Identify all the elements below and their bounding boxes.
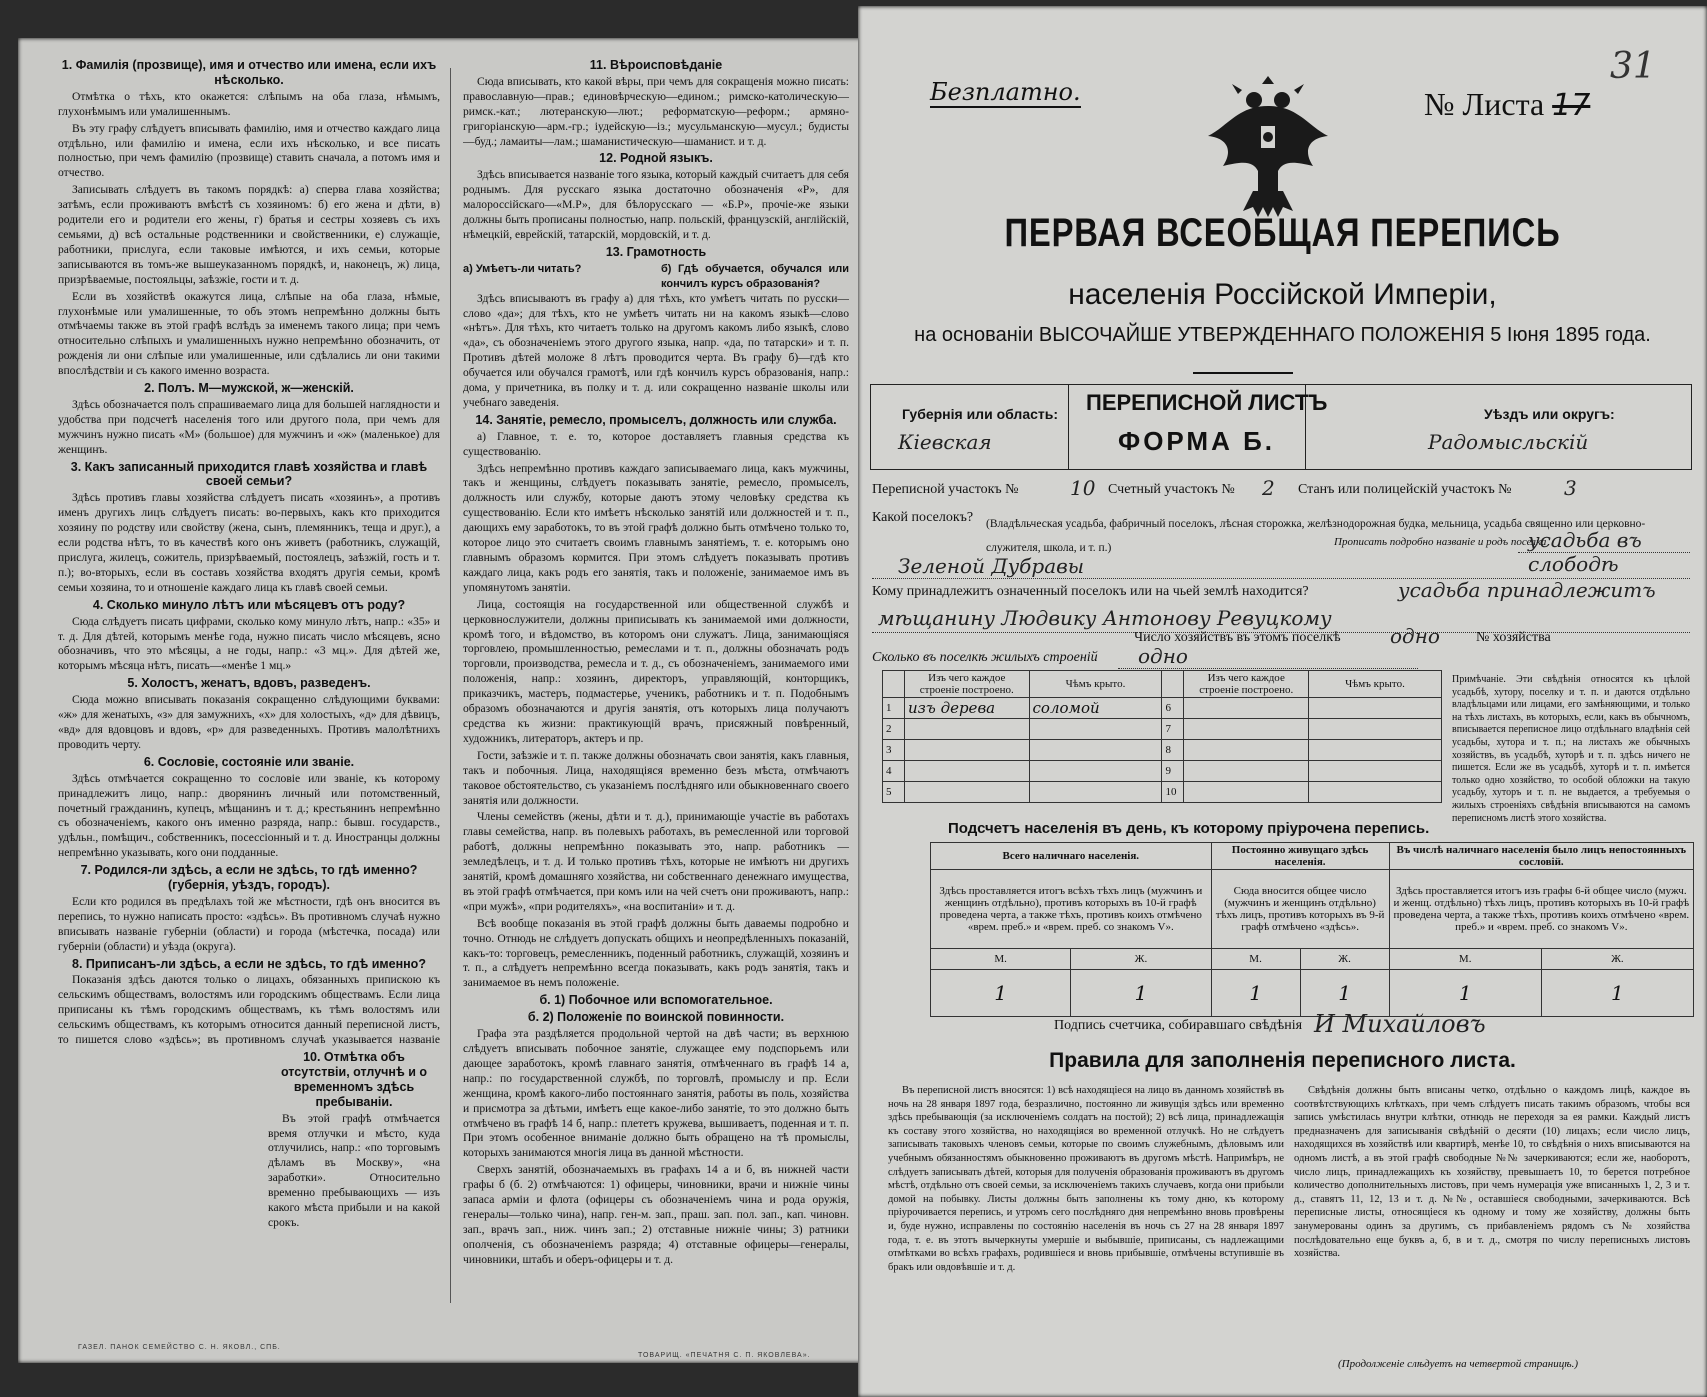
buildings-note: Примѣчаніе. Эти свѣдѣнія относятся къ цѣлой усадьбѣ, хутору, поселку и т. п. и даются отдѣльно владѣльцами или лицами, его замѣняющими, и только на тѣхъ листахъ, въ которыхъ, если, какъ въ обычномъ, вписывается переписное лицо отдѣльнаго владѣнія сей усадьбы, хутора и т. п.; на листахъ же обычныхъ хозяйствъ, въ усадьбѣ, хуторѣ и т. п. здѣсь ничего не пишется. Если же въ усадьбѣ, хуторѣ и т. п. имѣется только одно хозяйство, то особой обложки на такую усадьбу, хуторъ и т. п. не выдается, а требуемыя о жилыхъ строеніяхъ свѣдѣнія вписываются на самомъ переписномъ листѣ этого хозяйства.: [1452, 674, 1690, 824]
rules-column-left: [888, 1084, 1284, 1380]
population-count-table: [930, 842, 1694, 1017]
count-value: 1: [1389, 970, 1541, 1017]
bt-head-no: [883, 671, 905, 698]
bt-head-material: Изъ чего каждое строеніе построено.: [904, 671, 1029, 698]
buildings-cell: [1184, 698, 1309, 719]
section-paragraph: Здѣсь обозначается полъ спрашиваемаго лица для большей наглядности и удобства при подсчетѣ населенія того или другого пола, при чемъ для мужчинъ нужно писать «М» (большое) для мужчинъ и «ж» (маленькое) для женщинъ.: [58, 397, 440, 456]
section-heading: 10. Отмѣтка объ отсутствіи, отлучнѣ и о временномъ здѣсь пребываніи.: [280, 1050, 428, 1109]
section-paragraph: Сюда слѣдуетъ писать цифрами, сколько кому минуло лѣтъ, напр.: «35» и т. д. Для дѣтей, которымъ менѣе года, нужно писать число мѣсяцевъ, ясно обозначивъ, что это мѣсяцы, а не годы, напр.: «3 мц.». Для дѣтей же, которымъ мѣсяца нѣтъ, писать—«менѣе 1 мц.»: [58, 614, 440, 673]
buildings-label: Сколько въ поселкѣ жилыхъ строеній: [872, 650, 1098, 665]
section-paragraph: Гости, заѣзжіе и т. п. также должны обозначать свои занятія, какъ главныя, такъ и побочныя. Лица, находящіяся временно безъ мѣста, отмѣчаютъ таковое обстоятельство, съ указаніемъ послѣдняго или обыкновеннаго своего занятія или должности.: [463, 748, 849, 807]
section-paragraph: Сюда вписывать, кто какой вѣры, при чемъ для сокращенія можно писать: православную—прав.; единовѣрческую—едином.; римско-католическую—римск.-кат.; лютеранскую—лют.; реформатскую—реформ.; армяно-григоріанскую—арм.-гр.; іудейскую—із.; мусульманскую—мусул.; будисты—буд.; ламаиты—лам.; шаманистическую—шаманист. и т. д.: [463, 74, 849, 148]
section-paragraph: Въ эту графу слѣдуетъ вписывать фамилію, имя и отчество каждаго лица отдѣльно, или фамилію и имена, если ихъ нѣсколько, и все писать полностью, при чемъ фамилію (прозвище) ставить сначала, а потомъ имя и отчество.: [58, 121, 440, 180]
settlement-hint: (Владѣльческая усадьба, фабричный поселокъ, лѣсная сторожка, желѣзнодорожная будка, мельница, усадьба священно или церковно-служителя, школа, и т. п.): [986, 518, 1646, 554]
instructions-column-1c: [58, 1048, 258, 1328]
buildings-cell: [904, 761, 1029, 782]
right-imprint: ТОВАРИЩ. «ПЕЧАТНЯ С. П. ЯКОВЛЕВА».: [638, 1352, 811, 1359]
title-basis: на основаніи ВЫСОЧАЙШЕ УТВЕРЖДЕННАГО ПОЛОЖЕНІЯ 5 Іюня 1895 года.: [914, 324, 1651, 346]
buildings-cell: 8: [1162, 740, 1184, 761]
buildings-cell: [1029, 782, 1162, 803]
section-paragraph: Лица, состоящія на государственной или общественной службѣ и церковнослужители, должны приписывать къ занимаемой ими должности, кромѣ того, и вѣдомство, въ которомъ они служатъ. Лица, занимающіяся торговлею, промышленностью, ремеслами и т. п., должны обозначать родъ торговли, производства, ремесла и т. д., съ обозначеніемъ, занимаемого ими положенія, напр.: хозяинъ, директоръ, управляющій, конторщикъ, приказчикъ, мастеръ, подмастерье, ученикъ, работникъ и т. п. Подобнымъ образомъ обозначаются и другія занятія, отъ которыхъ лица получаютъ средства къ жизни: практикующій врачъ, присяжный повѣренный, художникъ, литераторъ, актеръ и пр.: [463, 597, 849, 745]
sheet-number: [1424, 86, 1590, 123]
section-heading: 13. Грамотность: [605, 244, 707, 259]
buildings-cell: [1029, 740, 1162, 761]
signature-label: Подпись счетчика, собиравшаго свѣдѣнія: [1054, 1018, 1303, 1033]
buildings-cell: 7: [1162, 719, 1184, 740]
section-paragraph: Здѣсь отмѣчается сокращенно то сословіе или званіе, къ которому принадлежитъ лицо, напр.: дворянинъ личный или потомственный, почетный гражданинъ, купецъ, мѣщанинъ и т. д.; крестьянинъ непремѣнно съ обозначеніемъ, какого онъ именно разряда, напр.: бывш. государств., удѣльн., помѣщич., собственникъ, посессіонный и т. д. Иностранцы должны непремѣнно указывать, кого они подданные.: [58, 771, 440, 860]
owner-label: Кому принадлежитъ означенный поселокъ или на чьей землѣ находится?: [872, 584, 1309, 599]
buildings-cell: [1184, 782, 1309, 803]
buildings-cell: [1029, 761, 1162, 782]
count-m-3: М.: [1389, 949, 1541, 970]
governorate-value: Кіевская: [898, 430, 992, 454]
instructions-column-1: [58, 56, 440, 1046]
literacy-subheading: а) Умѣетъ-ли читать?: [463, 262, 582, 275]
section-heading: 3. Какъ записанный приходится главѣ хозяйства и главѣ своей семьи?: [70, 459, 428, 489]
buildings-line: [1118, 668, 1418, 669]
buildings-cell: соломой: [1029, 698, 1162, 719]
signature-value: И Михайловъ: [1314, 1010, 1486, 1038]
buildings-table: [882, 670, 1442, 803]
count-m-2: М.: [1211, 949, 1300, 970]
section-paragraph: Здѣсь противъ главы хозяйства слѣдуетъ писать «хозяинъ», а противъ именъ другихъ лицъ слѣдуетъ писать: во-первыхъ, какъ кто приходится хозяину по родству или свойству (жена, сынъ, племянникъ, теща и друг.), а если родства нѣтъ, то въ качествѣ кого онъ живетъ (работникъ, служащій, прислуга, жилецъ, сожитель, призрѣваемый, постоялецъ, заѣзжій, гость и т. п.); во-вторыхъ, если въ составъ хозяйства входятъ другія семьи, кромѣ семьи хозяина, то и отношеніе каждаго лица къ главѣ своей семьи.: [58, 491, 440, 594]
buildings-value: одно: [1138, 644, 1188, 668]
section-heading: 11. Вѣроисповѣданіе: [589, 58, 723, 72]
table-row: [883, 719, 1442, 740]
buildings-cell: изъ дерева: [904, 698, 1029, 719]
title-main: ПЕРВАЯ ВСЕОБЩАЯ ПЕРЕПИСЬ: [1004, 211, 1561, 255]
census-area-value: 10: [1070, 476, 1096, 500]
section-paragraph: Графа эта раздѣляется продольной чертой на двѣ части; въ верхнюю слѣдуетъ вписывать побочное занятіе, служащее ему подспорьемъ или дающее заработокъ, кромѣ главнаго занятія, отмѣченнаго въ графѣ 14 а, напр.: по государственной службѣ, по торговлѣ, промыслу и пр. Если женщина, кромѣ какого-либо постояннаго занятія, работы въ поль, хозяйства и присмотра за дѣтьми, имѣетъ еще какое-либо занятіе, то это должно быть отмѣчено въ графѣ 14 б, напр.: плететъ кружева, вышиваетъ, поденная и т. п. При этомъ особенное вниманіе должно быть обращено на тѣ промыслы, которыхъ занимаются многія лица въ данной мѣстности.: [463, 1027, 849, 1160]
buildings-cell: [1184, 740, 1309, 761]
buildings-cell: [1309, 740, 1442, 761]
instructions-column-1b: [268, 1048, 440, 1328]
households-value: одно: [1390, 624, 1440, 648]
count-value: 1: [1071, 970, 1211, 1017]
bt-head-material-2: Изъ чего каждое строеніе построено.: [1184, 671, 1309, 698]
household-no-label: № хозяйства: [1476, 630, 1551, 645]
buildings-cell: [1184, 719, 1309, 740]
section-paragraph: Отмѣтка о тѣхъ, кто окажется: слѣпымъ на оба глаза, нѣмымъ, глухонѣмымъ или умалишеннымъ.: [58, 89, 440, 118]
instructions-column-2: [463, 56, 849, 1336]
count-m-1: М.: [931, 949, 1071, 970]
count-head-permanent: Постоянно живущаго здѣсь населенія.: [1211, 843, 1389, 870]
section-paragraph: Здѣсь вписываютъ въ графу а) для тѣхъ, кто умѣетъ читать по русски—слово «да»; для тѣхъ, кто не умѣетъ читать ни на какомъ языкѣ—слово «нѣтъ». Для тѣхъ, кто читаетъ только на другомъ какомъ либо языкѣ, слово «да», съ обозначеніемъ этого другого языка, напр. «да, по татарски» и т. п. Противъ дѣтей моложе 8 лѣтъ проводится черта. Въ графу б)—гдѣ кто обучается или обучался грамотѣ, или гдѣ кончилъ курсъ образованія, напр.: дома, у причетника, въ полку и т. д. или сокращенно названіе школы или учебнаго заведенія.: [463, 291, 849, 409]
buildings-cell: 10: [1162, 782, 1184, 803]
section-paragraph: а) Главное, т. е. то, которое доставляетъ главныя средства къ существованію.: [463, 429, 849, 458]
count-zh-3: Ж.: [1541, 949, 1693, 970]
count-value: 1: [1300, 970, 1389, 1017]
sheet-number-label: № Листа: [1424, 86, 1545, 122]
archive-folio-number: 31: [1610, 46, 1656, 87]
settlement-value: усадьба въ слободѣ: [1528, 528, 1642, 576]
buildings-cell: [904, 740, 1029, 761]
section-heading: 5. Холостъ, женатъ, вдовъ, разведенъ.: [127, 676, 371, 691]
buildings-cell: [1184, 761, 1309, 782]
bt-head-roof-2: Чѣмъ крыто.: [1309, 671, 1442, 698]
section-paragraph: Если въ хозяйствѣ окажутся лица, слѣпые на оба глаза, нѣмые, глухонѣмые или умалишенные, то объ этомъ непремѣнно должны быть отмѣчаемы также въ этой графѣ вслѣдъ за именемъ такого лица; при чемъ относительно слѣпыхъ и умалишенныхъ нужно непремѣнно обозначить, от рожденія ли они слѣпые или умалишенные, или сдѣлались ли они такими впослѣдствіи и съ какого именно возраста.: [58, 289, 440, 378]
buildings-cell: [904, 782, 1029, 803]
count-value: 1: [1541, 970, 1693, 1017]
section-heading: 2. Полъ. М—мужской, ж—женскій.: [144, 381, 354, 396]
section-heading: 14. Занятіе, ремесло, промыселъ, должность или служба.: [475, 412, 837, 427]
count-head-total: Всего наличнаго населенія.: [931, 843, 1212, 870]
literacy-subheading: б) Гдѣ обучается, обучался или кончилъ курсъ образованія?: [661, 262, 849, 290]
owner-value-2: мѣщанину Людвику Антонову Ревуцкому: [878, 606, 1332, 630]
count-zh-2: Ж.: [1300, 949, 1389, 970]
section-paragraph: Сверхъ занятій, обозначаемыхъ въ графахъ 14 а и б, въ нижней части графы б (б. 2) отмѣчаются: 1) офицеры, чиновники, врачи и нижніе чины запаса арміи и флота (офицеры съ обозначеніемъ чина и рода оружія, генералы—только чина), напр. ген-м. зап., праш. зап. пол. зап., кап. чиновн. зап., врачъ зап., ниж. чинъ зап.; 2) отставные нижніе чины; 3) ратники ополченія, съ обозначеніемъ разряда; 4) отставные офицеры—генералы, чиновники, штабъ и оберъ-офицеры и т. д.: [463, 1163, 849, 1266]
form-title: ПЕРЕПИСНОЙ ЛИСТЪ: [1086, 390, 1328, 415]
count-head-nonpermanent: Въ числѣ наличнаго населенія было лицъ непостоянныхъ сословій.: [1389, 843, 1693, 870]
continued-note: (Продолженіе слѣдуетъ на четвертой страницѣ.): [1338, 1358, 1578, 1370]
section-paragraph: Всѣ вообще показанія въ этой графѣ должны быть даваемы подробно и точно. Отнюдь не слѣдуетъ допускать общихъ и неопредѣленныхъ показаній, какъ-то: торговецъ, ремесленникъ, поденный работникъ, служащій, хозяинъ и т. п., а слѣдуетъ непремѣнно всегда показывать, какъ родъ занятія, такъ и занимаемое въ немъ положеніе.: [463, 916, 849, 990]
right-page-census-form: [858, 6, 1707, 1397]
buildings-cell: 6: [1162, 698, 1184, 719]
section-paragraph: Если кто родился въ предѣлахъ той же мѣстности, гдѣ онъ вносится въ перепись, то нужно написать просто: «здѣсь». Въ противномъ случаѣ нужно вписывать названіе губерніи (области) и города (мѣстечка, посада) или губерніи (области) и уѣзда (округа).: [58, 894, 440, 953]
settlement-label: Какой поселокъ?: [872, 510, 974, 525]
buildings-cell: 5: [883, 782, 905, 803]
section-heading: 8. Приписанъ-ли здѣсь, а если не здѣсь, то гдѣ именно?: [72, 956, 426, 971]
population-count-title: Подсчетъ населенія въ день, къ которому пріурочена перепись.: [948, 820, 1430, 837]
section-paragraph: Въ этой графѣ отмѣчается время отлучки и мѣсто, куда отлучились, напр.: «по торговымъ дѣламъ въ Москву», «на заработки». Относительно временно пребывающихъ — изъ какого мѣста прибыли и на какой срокъ.: [268, 1111, 440, 1229]
section-heading: 4. Сколько минуло лѣтъ или мѣсяцевъ отъ роду?: [92, 597, 406, 612]
district-value: Радомысльскій: [1428, 430, 1589, 454]
buildings-cell: 9: [1162, 761, 1184, 782]
stan-value: 3: [1564, 476, 1577, 500]
district-label: Уѣздъ или округъ:: [1484, 406, 1615, 422]
governorate-label: Губернія или область:: [902, 406, 1059, 422]
section-paragraph: Показанія здѣсь даются только о лицахъ, обязанныхъ припискою къ сельскимъ обществамъ, волостямъ или городскимъ обществамъ. Если лица приписаны къ тѣмъ городскимъ обществамъ, къ тѣмъ волостямъ или сельскимъ обществамъ, къ которымъ относится данный переписной листъ, то пишется слово «здѣсь»; въ противномъ случаѣ указывается названіе: [58, 973, 440, 1046]
section-heading: б. 2) Положеніе по воинской повинности.: [527, 1010, 785, 1025]
buildings-cell: [1309, 719, 1442, 740]
owner-value: усадьба принадлежитъ: [1398, 578, 1656, 602]
section-heading: б. 1) Побочное или вспомогательное.: [539, 993, 773, 1008]
count-text-nonpermanent: Здѣсь проставляется итогъ изъ графы 6-й общее число (мужч. и женщ. отдѣльно) тѣхъ лицъ, противъ которыхъ въ 10-й графѣ проведена черта, а также тѣхъ, противъ коихъ отмѣчено «врем. преб.» и «врем. преб. со знакомъ V».: [1389, 870, 1693, 949]
section-paragraph: Записывать слѣдуетъ въ такомъ порядкѣ: а) сперва глава хозяйства; затѣмъ, если проживаютъ вмѣстѣ съ хозяиномъ: б) его жена и дѣти, в) родители его и родители его жены, г) братья и сестры хозяевъ съ ихъ семьями, д) всѣ остальные родственники и свойственники, е) служащіе, работники, прислуга, если таковые имѣются, и ихъ семьи, которые записываются въ томъ-же вышеуказанномъ порядкѣ, и, наконецъ, ж) лица, призрѣваемые, постояльцы, заѣзжіе, гости и т. д.: [58, 183, 440, 286]
rules-column-right: [1294, 1084, 1690, 1336]
count-text-total: Здѣсь проставляется итогъ всѣхъ тѣхъ лицъ (мужчинъ и женщинъ отдѣльно), противъ которыхъ въ 10-й графѣ проведена черта, а также тѣхъ, противъ коихъ отмѣчено «врем. преб.» и «врем. преб. со знакомъ V».: [931, 870, 1212, 949]
buildings-cell: [904, 719, 1029, 740]
title-rule: [1193, 372, 1293, 374]
left-page-instructions: [18, 38, 876, 1363]
buildings-cell: [1309, 698, 1442, 719]
buildings-cell: [1309, 761, 1442, 782]
section-heading: 12. Родной языкъ.: [599, 151, 713, 166]
buildings-cell: [1029, 719, 1162, 740]
count-value: 1: [1211, 970, 1300, 1017]
rules-title: Правила для заполненія переписного листа.: [1049, 1049, 1516, 1072]
count-value: 1: [931, 970, 1071, 1017]
double-headed-eagle-emblem: [1198, 66, 1338, 226]
section-paragraph: Здѣсь непремѣнно противъ каждаго записываемаго лица, какъ мужчины, такъ и женщины, слѣдуетъ показывать занятіе, ремесло, промыселъ, должность или службу, которые даютъ этому человѣку средства къ существованію. Если кто имѣетъ нѣсколько занятій или должностей и т. п., дающихъ ему заработокъ, то въ этой графѣ должно быть отмѣчено только то, которое лицо это считаетъ своимъ главнымъ занятіемъ, т. е. которымъ оно главнымъ образомъ кормится. При этомъ слѣдуетъ показывать противъ каждаго лица, какъ родъ его занятія, такъ и положеніе, занимаемое имъ въ упомянутомъ занятіи.: [463, 461, 849, 594]
section-heading: 7. Родился-ли здѣсь, а если не здѣсь, то гдѣ именно? (губернія, уѣздъ, городъ).: [80, 863, 418, 893]
table-row: [883, 782, 1442, 803]
left-imprint: ГАЗЕЛ. ПАНОК СЕМЕЙСТВО С. Н. ЯКОВЛ., СПБ.: [78, 1344, 281, 1351]
form-name: ФОРМА Б.: [1118, 426, 1275, 456]
count-zh-1: Ж.: [1071, 949, 1211, 970]
count-area-label: Счетный участокъ №: [1108, 482, 1235, 497]
bt-head-roof: Чѣмъ крыто.: [1029, 671, 1162, 698]
rules-left-text: Въ переписной листъ вносятся: 1) всѣ находящіеся на лицо въ данномъ хозяйствѣ въ ночь на 28 января 1897 года, безразлично, постоянно ли живущія здѣсь или временно здѣсь пребывающія (за исключеніемъ солдатъ на постой); 2) всѣ лица, принадлежащія къ составу этого хозяйства, но находящіяся во временной отлучкѣ. Но не слѣдуетъ записывать таковыхъ членовъ семьи, которые по своимъ служебнымъ, дѣловымъ или учебнымъ обязанностямъ обыкновенно проживаютъ въ другомъ мѣстѣ. Напримѣръ, не слѣдуетъ записывать дѣтей, которыя для полученія образованія проживаютъ въ другомъ мѣстѣ, отдѣльно отъ своей семьи, за исключеніемъ такихъ случаевъ, когда они прибыли домой на побывку. Листы должны быть заполнены къ тому дню, къ которому пріурочивается перепись, и утромъ сего послѣдняго дня непремѣнно вновь провѣрены и, буде нужно, исправлены по состоянію населенія въ ночь съ 27 на 28 января 1897 года, т. е. въ этотъ вычеркнуты умершіе и выбывшіе, приписаны, съ надлежащими отмѣтками во всѣхъ графахъ, родившіеся и вновь прибывшіе, отмѣчены вступившіе въ бракъ или овдовѣвшіе и т. д.: [888, 1085, 1284, 1273]
count-area-value: 2: [1262, 476, 1275, 500]
settlement-instruction: Прописать подробно названіе и родъ поселка: [1334, 536, 1547, 548]
rules-right-text: Свѣдѣнія должны быть вписаны четко, отдѣльно о каждомъ лицѣ, каждое въ соотвѣтствующихъ клѣткахъ, при чемъ слѣдуетъ писать такимъ образомъ, чтобы вся запись умѣстилась внутри клѣтки, отнюдь не переходя за ея рамки. Каждый листъ предназначенъ для записыванія свѣдѣній о десяти (10) лицахъ; если число лицъ, находящихся въ хозяйствѣ или квартирѣ, менѣе 10, то свѣдѣнія о нихъ вписываются на одномъ листѣ, а въ этой графѣ свободные №№ зачеркиваются; если же, наоборотъ, число лицъ, принадлежащихъ къ хозяйству, превышаетъ 10, то берется потребное количество дополнительныхъ листовъ, при чемъ нумерація уже вписанныхъ 1, 2, 3 и т. д., ставятъ 11, 12, 13 и т. д. №№, оставшіеся свободными, зачеркиваются. Всѣ переписные листы, относящіеся къ одному и тому же хозяйству, должны быть занумерованы одинъ за другимъ, съ прибавленіемъ рядомъ съ № хозяйства послѣдовательно еще буквъ а, б, в и т. д., смотря по числу переписныхъ листовъ хозяйства.: [1294, 1085, 1690, 1260]
settlement-line-1: [1518, 552, 1690, 553]
column-divider: [450, 68, 451, 1303]
section-paragraph: Члены семействъ (жены, дѣти и т. д.), принимающіе участіе въ работахъ главы семейства, напр. въ полевыхъ работахъ, въ ремесленной или торговой работѣ, должны непремѣнно показывать это, напр. работникъ — земледѣлецъ, и т. д. И только противъ тѣхъ, которые не имѣютъ ни другихъ занятій, кромѣ домашняго хозяйства, ни собственнаго денежнаго имущества, въ этой графѣ отмѣчается, при комъ или на чей счетъ они проживаютъ, напр.: «при мужѣ», «при родителяхъ», «на воспитаніи» и т. д.: [463, 810, 849, 913]
buildings-cell: [1309, 782, 1442, 803]
section-heading: 6. Сословіе, состояніе или званіе.: [143, 754, 355, 769]
section-paragraph: Сюда можно вписывать показанія сокращенно слѣдующими буквами: «ж» для женатыхъ, «з» для замужнихъ, «х» для холостыхъ, «д» для дѣвицъ, «вд» для вдовцовъ и вдовъ, «р» для разведенныхъ. Противъ малолѣтнихъ проводить черту.: [58, 693, 440, 751]
census-area-label: Переписной участокъ №: [872, 482, 1019, 497]
buildings-cell: 4: [883, 761, 905, 782]
buildings-cell: 1: [883, 698, 905, 719]
buildings-cell: 2: [883, 719, 905, 740]
households-label: Число хозяйствъ въ этомъ поселкѣ: [1134, 630, 1341, 645]
sheet-number-value: 17: [1552, 88, 1591, 123]
table-row: [883, 761, 1442, 782]
buildings-cell: 3: [883, 740, 905, 761]
count-text-permanent: Сюда вносится общее число (мужчинъ и женщинъ отдѣльно) тѣхъ лицъ, противъ которыхъ въ 9-й графѣ отмѣчено «здѣсь».: [1211, 870, 1389, 949]
settlement-value-2: Зеленой Дубравы: [898, 554, 1085, 578]
free-label: Безплатно.: [930, 78, 1081, 106]
table-row: [883, 698, 1442, 719]
stan-label: Станъ или полицейскій участокъ №: [1298, 482, 1512, 497]
title-sub: населенія Россійской Имперіи,: [1068, 278, 1497, 311]
section-heading: 1. Фамилія (прозвище), имя и отчество или имена, если ихъ нѣсколько.: [61, 58, 437, 87]
bt-head-no-2: [1162, 671, 1184, 698]
table-row: [883, 740, 1442, 761]
section-paragraph: Здѣсь вписывается названіе того языка, который каждый считаетъ для себя роднымъ. Для русскаго языка достаточно обозначенія «Р», для малороссійскаго—«М.Р», для бѣлорусскаго — «Б.Р», прочіе-же языки должны быть прописаны полностью, напр. польскій, французскій, англійскій, нѣмецкій, еврейскій, татарскій, мордовскій, и т. д.: [463, 168, 849, 241]
